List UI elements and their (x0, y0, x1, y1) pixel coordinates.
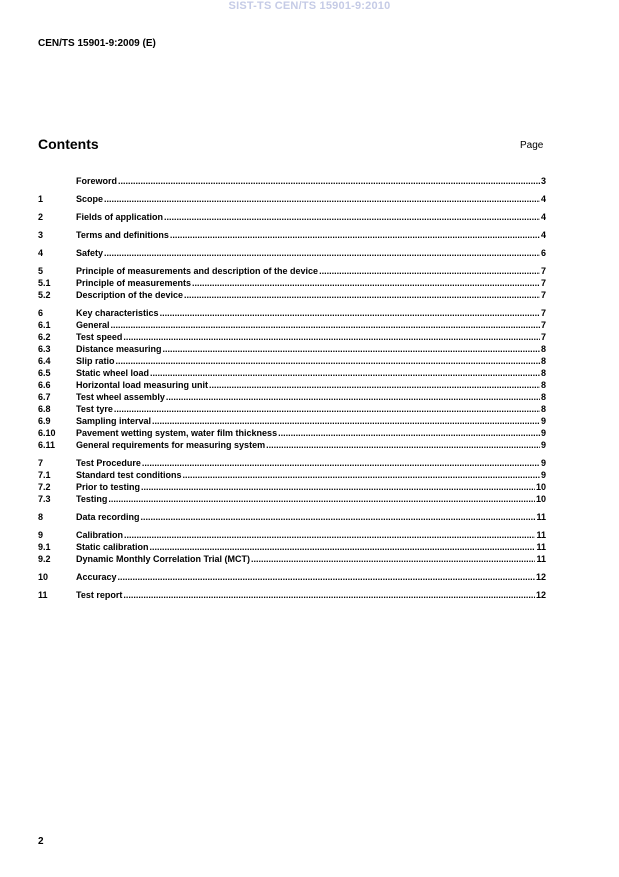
toc-title: Testing (76, 494, 108, 504)
toc-page: 12 (535, 572, 546, 582)
toc-entry-5-1[interactable] (38, 277, 546, 289)
toc-entry-6-8[interactable] (38, 403, 546, 415)
page-column-label: Page (520, 140, 544, 151)
toc-number: 5.1 (38, 278, 51, 288)
dot-leader (104, 247, 540, 259)
toc-entry-7-2[interactable] (38, 481, 546, 493)
toc-title: General (76, 320, 110, 330)
toc-number: 4 (38, 248, 44, 258)
toc-page: 7 (540, 278, 546, 288)
toc-title: Terms and definitions (76, 230, 169, 240)
toc-page: 4 (540, 194, 546, 204)
toc-page: 9 (540, 428, 546, 438)
toc-entry-4[interactable] (38, 247, 546, 259)
toc-page: 12 (535, 590, 546, 600)
toc-page: 11 (536, 542, 546, 552)
toc-page: 7 (540, 290, 546, 300)
dot-leader (152, 415, 540, 427)
toc-page: 7 (540, 320, 546, 330)
toc-title: Test wheel assembly (76, 392, 165, 402)
toc-number: 6.8 (38, 404, 51, 414)
dot-leader (114, 403, 540, 415)
contents-heading: Contents (38, 136, 99, 152)
toc-page: 7 (540, 308, 546, 318)
toc-title: Scope (76, 194, 104, 204)
toc-number: 7 (38, 458, 44, 468)
dot-leader (319, 265, 540, 277)
dot-leader (251, 553, 535, 565)
toc-entry-6-4[interactable] (38, 355, 546, 367)
toc-page: 8 (540, 356, 546, 366)
dot-leader (184, 289, 540, 301)
toc-title: Distance measuring (76, 344, 162, 354)
toc-title: Data recording (76, 512, 140, 522)
toc-number: 6.11 (38, 440, 56, 450)
toc-entry-6-6[interactable] (38, 379, 546, 391)
toc-page: 7 (540, 332, 546, 342)
page-number: 2 (38, 836, 44, 847)
toc-page: 3 (540, 176, 546, 186)
dot-leader (141, 511, 536, 523)
dot-leader (166, 391, 540, 403)
toc-entry-5[interactable] (38, 265, 546, 277)
dot-leader (163, 343, 540, 355)
toc-entry-6-9[interactable] (38, 415, 546, 427)
toc-page: 8 (540, 392, 546, 402)
dot-leader (183, 469, 540, 481)
toc-entry-9-2[interactable] (38, 553, 546, 565)
table-of-contents (38, 175, 546, 601)
document-reference: CEN/TS 15901-9:2009 (E) (38, 38, 156, 49)
dot-leader (118, 571, 535, 583)
toc-title: Test tyre (76, 404, 113, 414)
toc-entry-5-2[interactable] (38, 289, 546, 301)
toc-number: 7.1 (38, 470, 51, 480)
toc-title: Standard test conditions (76, 470, 182, 480)
toc-title: Foreword (76, 176, 118, 186)
toc-page: 9 (540, 440, 546, 450)
toc-number: 6.7 (38, 392, 51, 402)
dot-leader (150, 367, 540, 379)
toc-title: Static calibration (76, 542, 149, 552)
dot-leader (170, 229, 540, 241)
toc-title: Prior to testing (76, 482, 141, 492)
toc-title: Accuracy (76, 572, 117, 582)
toc-title: Safety (76, 248, 104, 258)
toc-title: Sampling interval (76, 416, 152, 426)
dot-leader (111, 319, 540, 331)
toc-entry-6-3[interactable] (38, 343, 546, 355)
toc-entry-7-1[interactable] (38, 469, 546, 481)
dot-leader (278, 427, 540, 439)
toc-title: Test Procedure (76, 458, 141, 468)
dot-leader (118, 175, 540, 187)
toc-page: 11 (536, 530, 546, 540)
toc-number: 6.4 (38, 356, 51, 366)
toc-title: Dynamic Monthly Correlation Trial (MCT) (76, 554, 251, 564)
toc-page: 4 (540, 230, 546, 240)
toc-page: 11 (536, 512, 546, 522)
toc-number: 7.3 (38, 494, 51, 504)
toc-entry-6-10[interactable] (38, 427, 546, 439)
toc-page: 7 (540, 266, 546, 276)
toc-number: 9 (38, 530, 44, 540)
toc-entry-6-5[interactable] (38, 367, 546, 379)
dot-leader (104, 193, 540, 205)
toc-entry-2[interactable] (38, 211, 546, 223)
toc-number: 6.2 (38, 332, 51, 342)
dot-leader (209, 379, 540, 391)
toc-entry-7-3[interactable] (38, 493, 546, 505)
dot-leader (164, 211, 540, 223)
toc-number: 6.3 (38, 344, 51, 354)
dot-leader (150, 541, 536, 553)
toc-number: 5 (38, 266, 44, 276)
toc-title: Principle of measurements and description of the device (76, 266, 319, 276)
toc-number: 5.2 (38, 290, 51, 300)
toc-title: Test speed (76, 332, 123, 342)
dot-leader (123, 331, 540, 343)
toc-entry-11[interactable] (38, 589, 546, 601)
toc-page: 9 (540, 470, 546, 480)
dot-leader (124, 529, 535, 541)
toc-entry-9[interactable] (38, 529, 546, 541)
watermark: SIST-TS CEN/TS 15901-9:2010 (228, 0, 391, 12)
toc-entry-1[interactable] (38, 193, 546, 205)
toc-number: 8 (38, 512, 44, 522)
dot-leader (123, 589, 535, 601)
toc-page: 8 (540, 368, 546, 378)
toc-page: 4 (540, 212, 546, 222)
toc-title: Description of the device (76, 290, 184, 300)
dot-leader (142, 457, 540, 469)
dot-leader (108, 493, 535, 505)
toc-entry-10[interactable] (38, 571, 546, 583)
toc-title: Calibration (76, 530, 124, 540)
dot-leader (141, 481, 535, 493)
toc-page: 8 (540, 404, 546, 414)
toc-page: 11 (536, 554, 546, 564)
toc-number: 6.9 (38, 416, 51, 426)
toc-entry-9-1[interactable] (38, 541, 546, 553)
toc-entry-6-7[interactable] (38, 391, 546, 403)
toc-title: General requirements for measuring system (76, 440, 266, 450)
toc-entry-6[interactable] (38, 307, 546, 319)
toc-number: 10 (38, 572, 49, 582)
toc-number: 11 (38, 590, 48, 600)
toc-entry-6-1[interactable] (38, 319, 546, 331)
toc-number: 3 (38, 230, 44, 240)
toc-number: 9.2 (38, 554, 51, 564)
toc-entry-foreword[interactable] (38, 175, 546, 187)
toc-entry-7[interactable] (38, 457, 546, 469)
dot-leader (266, 439, 540, 451)
toc-number: 6.1 (38, 320, 51, 330)
toc-title: Horizontal load measuring unit (76, 380, 209, 390)
toc-number: 6 (38, 308, 44, 318)
toc-page: 8 (540, 344, 546, 354)
toc-number: 9.1 (38, 542, 51, 552)
toc-title: Test report (76, 590, 123, 600)
toc-page: 8 (540, 380, 546, 390)
toc-title: Slip ratio (76, 356, 115, 366)
toc-entry-8[interactable] (38, 511, 546, 523)
toc-number: 6.10 (38, 428, 56, 438)
toc-number: 7.2 (38, 482, 51, 492)
toc-title: Pavement wetting system, water film thickness (76, 428, 278, 438)
toc-number: 2 (38, 212, 44, 222)
toc-page: 10 (535, 482, 546, 492)
toc-page: 9 (540, 416, 546, 426)
toc-entry-3[interactable] (38, 229, 546, 241)
dot-leader (160, 307, 540, 319)
toc-entry-6-11[interactable] (38, 439, 546, 451)
toc-number: 6.6 (38, 380, 51, 390)
toc-page: 9 (540, 458, 546, 468)
toc-page: 10 (535, 494, 546, 504)
toc-title: Key characteristics (76, 308, 159, 318)
toc-title: Principle of measurements (76, 278, 192, 288)
dot-leader (116, 355, 540, 367)
toc-title: Fields of application (76, 212, 164, 222)
toc-entry-6-2[interactable] (38, 331, 546, 343)
dot-leader (192, 277, 540, 289)
toc-page: 6 (540, 248, 546, 258)
toc-title: Static wheel load (76, 368, 150, 378)
toc-number: 1 (38, 194, 44, 204)
toc-number: 6.5 (38, 368, 51, 378)
